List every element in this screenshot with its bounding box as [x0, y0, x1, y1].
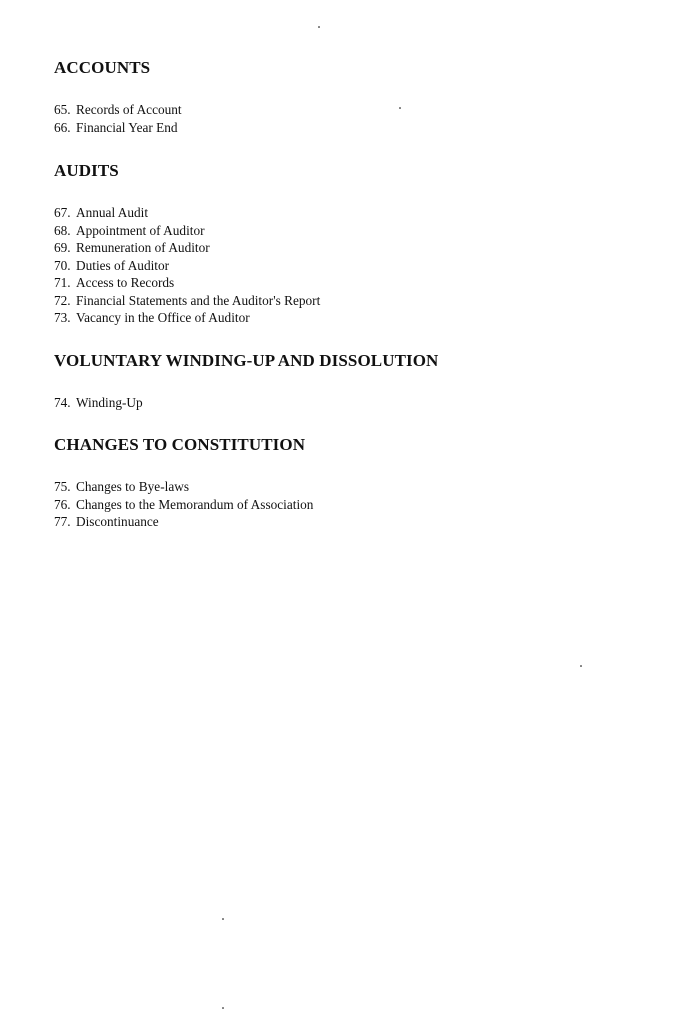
section-title: CHANGES TO CONSTITUTION	[54, 435, 306, 454]
toc-item-label: Records of Account	[76, 102, 182, 117]
scan-speck	[222, 1007, 224, 1009]
toc-item-number: 70.	[54, 257, 71, 273]
toc-item-label: Appointment of Auditor	[76, 222, 205, 238]
toc-item-label: Annual Audit	[76, 205, 149, 220]
section-changes-to-constitution	[54, 435, 640, 531]
toc-item-label: Changes to the Memorandum of Association	[76, 496, 314, 512]
toc-list	[54, 204, 640, 327]
toc-item-label: Remuneration of Auditor	[76, 240, 210, 255]
toc-item-number: 76.	[54, 496, 71, 512]
section-title: VOLUNTARY WINDING-UP AND DISSOLUTION	[54, 351, 439, 370]
toc-item	[54, 513, 640, 531]
toc-item-number: 74.	[54, 395, 71, 410]
scan-speck	[399, 107, 401, 109]
toc-list	[54, 101, 640, 136]
toc-item-label: Duties of Auditor	[76, 257, 170, 273]
toc-item-number: 73.	[54, 310, 71, 325]
toc-item-label: Changes to Bye-laws	[76, 479, 190, 494]
section-title: AUDITS	[54, 161, 119, 180]
toc-item-number: 71.	[54, 275, 71, 290]
toc-list	[54, 394, 640, 412]
toc-item	[54, 394, 640, 412]
section-winding-up	[54, 351, 640, 412]
toc-item	[54, 274, 640, 292]
toc-item-number: 67.	[54, 205, 71, 220]
scan-speck	[222, 918, 224, 920]
section-accounts	[54, 58, 640, 136]
toc-item-number: 69.	[54, 240, 71, 255]
toc-item	[54, 478, 640, 496]
toc-item	[54, 257, 640, 275]
toc-item	[54, 222, 640, 240]
scan-speck	[580, 665, 582, 667]
toc-item-number: 66.	[54, 119, 71, 135]
toc-list	[54, 478, 640, 531]
toc-item-number: 75.	[54, 479, 71, 494]
toc-item	[54, 204, 640, 222]
toc-item-number: 72.	[54, 292, 71, 308]
toc-item	[54, 239, 640, 257]
scan-speck	[318, 26, 320, 28]
toc-item	[54, 292, 640, 310]
toc-item	[54, 101, 640, 119]
toc-item-label: Winding-Up	[76, 395, 143, 410]
toc-item-label: Financial Statements and the Auditor's Report	[76, 292, 321, 308]
toc-item-label: Financial Year End	[76, 119, 178, 135]
toc-item-number: 65.	[54, 102, 71, 117]
toc-item-label: Access to Records	[76, 275, 175, 290]
toc-item-number: 77.	[54, 514, 71, 529]
toc-item	[54, 309, 640, 327]
toc-item	[54, 496, 640, 514]
section-audits	[54, 161, 640, 327]
toc-item-number: 68.	[54, 222, 71, 238]
toc-item-label: Vacancy in the Office of Auditor	[76, 310, 250, 325]
toc-item-label: Discontinuance	[76, 514, 159, 529]
toc-item	[54, 119, 640, 137]
section-title: ACCOUNTS	[54, 58, 151, 77]
